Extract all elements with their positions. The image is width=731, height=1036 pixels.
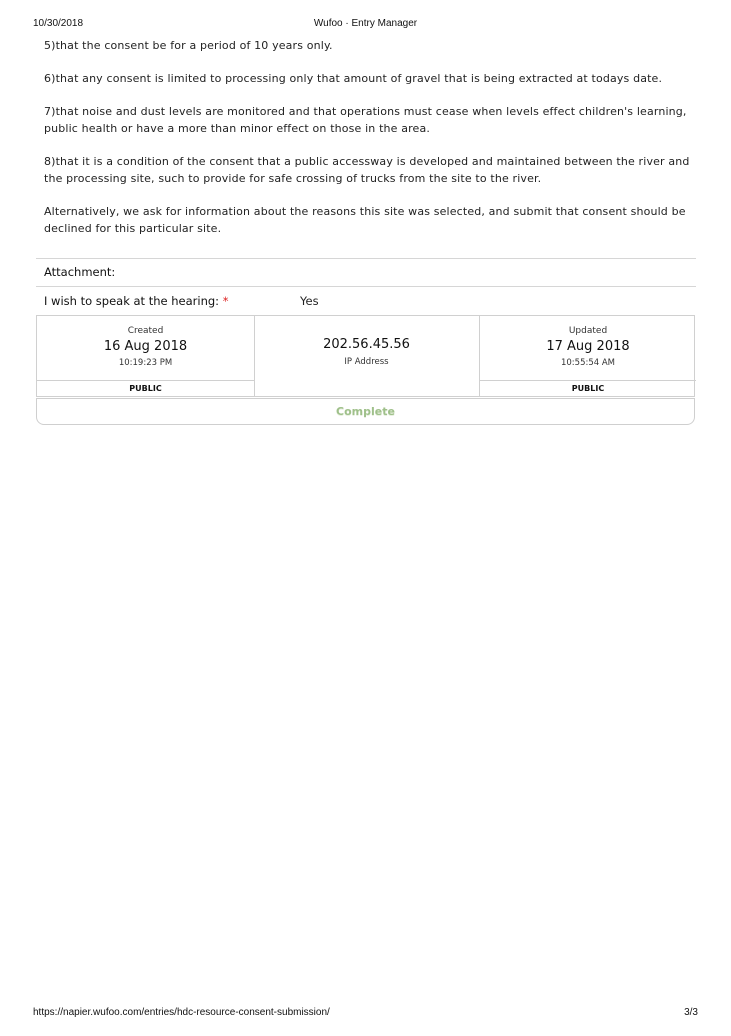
divider bbox=[36, 258, 696, 259]
created-info bbox=[37, 316, 255, 396]
attachment-field bbox=[44, 265, 115, 279]
speak-value: Yes bbox=[300, 294, 319, 308]
status-complete-button[interactable]: Complete bbox=[36, 398, 695, 425]
updated-date: 17 Aug 2018 bbox=[546, 339, 630, 354]
created-label: Created bbox=[127, 326, 164, 336]
speak-label: I wish to speak at the hearing: bbox=[44, 294, 220, 308]
created-time: 10:19:23 PM bbox=[118, 358, 173, 368]
created-visibility: PUBLIC bbox=[37, 380, 254, 396]
entry-comments bbox=[44, 37, 696, 237]
divider bbox=[36, 286, 696, 287]
required-mark: * bbox=[222, 294, 229, 308]
paragraph: Alternatively, we ask for information about the reasons this site was selected, and submit that consent should be declined for this particular site. bbox=[44, 205, 686, 235]
updated-info bbox=[479, 316, 696, 396]
ip-label: IP Address bbox=[344, 357, 389, 367]
ip-info bbox=[254, 316, 479, 396]
paragraph: 6)that any consent is limited to processing only that amount of gravel that is being extracted at todays date. bbox=[44, 72, 663, 85]
created-date: 16 Aug 2018 bbox=[103, 339, 188, 354]
attachment-label: Attachment: bbox=[44, 265, 116, 279]
paragraph: 7)that noise and dust levels are monitored and that operations must cease when levels effect children's learning, public health or have a more than minor effect on those in the area. bbox=[44, 105, 687, 135]
print-header bbox=[33, 18, 698, 32]
print-title: Wufoo · Entry Manager bbox=[313, 18, 418, 29]
speak-field bbox=[44, 294, 696, 308]
updated-label: Updated bbox=[568, 326, 608, 336]
updated-time: 10:55:54 AM bbox=[560, 358, 616, 368]
paragraph: 5)that the consent be for a period of 10 years only. bbox=[44, 39, 333, 52]
paragraph: 8)that it is a condition of the consent that a public accessway is developed and maintained between the river and the processing site, such to provide for safe crossing of trucks from the site to the river. bbox=[44, 155, 690, 185]
print-footer bbox=[33, 1007, 698, 1021]
updated-visibility: PUBLIC bbox=[480, 380, 696, 396]
print-url: https://napier.wufoo.com/entries/hdc-resource-consent-submission/ bbox=[33, 1007, 330, 1018]
print-date: 10/30/2018 bbox=[33, 18, 84, 29]
ip-address: 202.56.45.56 bbox=[323, 337, 410, 352]
page-number: 3/3 bbox=[684, 1007, 698, 1018]
entry-meta bbox=[36, 315, 695, 397]
